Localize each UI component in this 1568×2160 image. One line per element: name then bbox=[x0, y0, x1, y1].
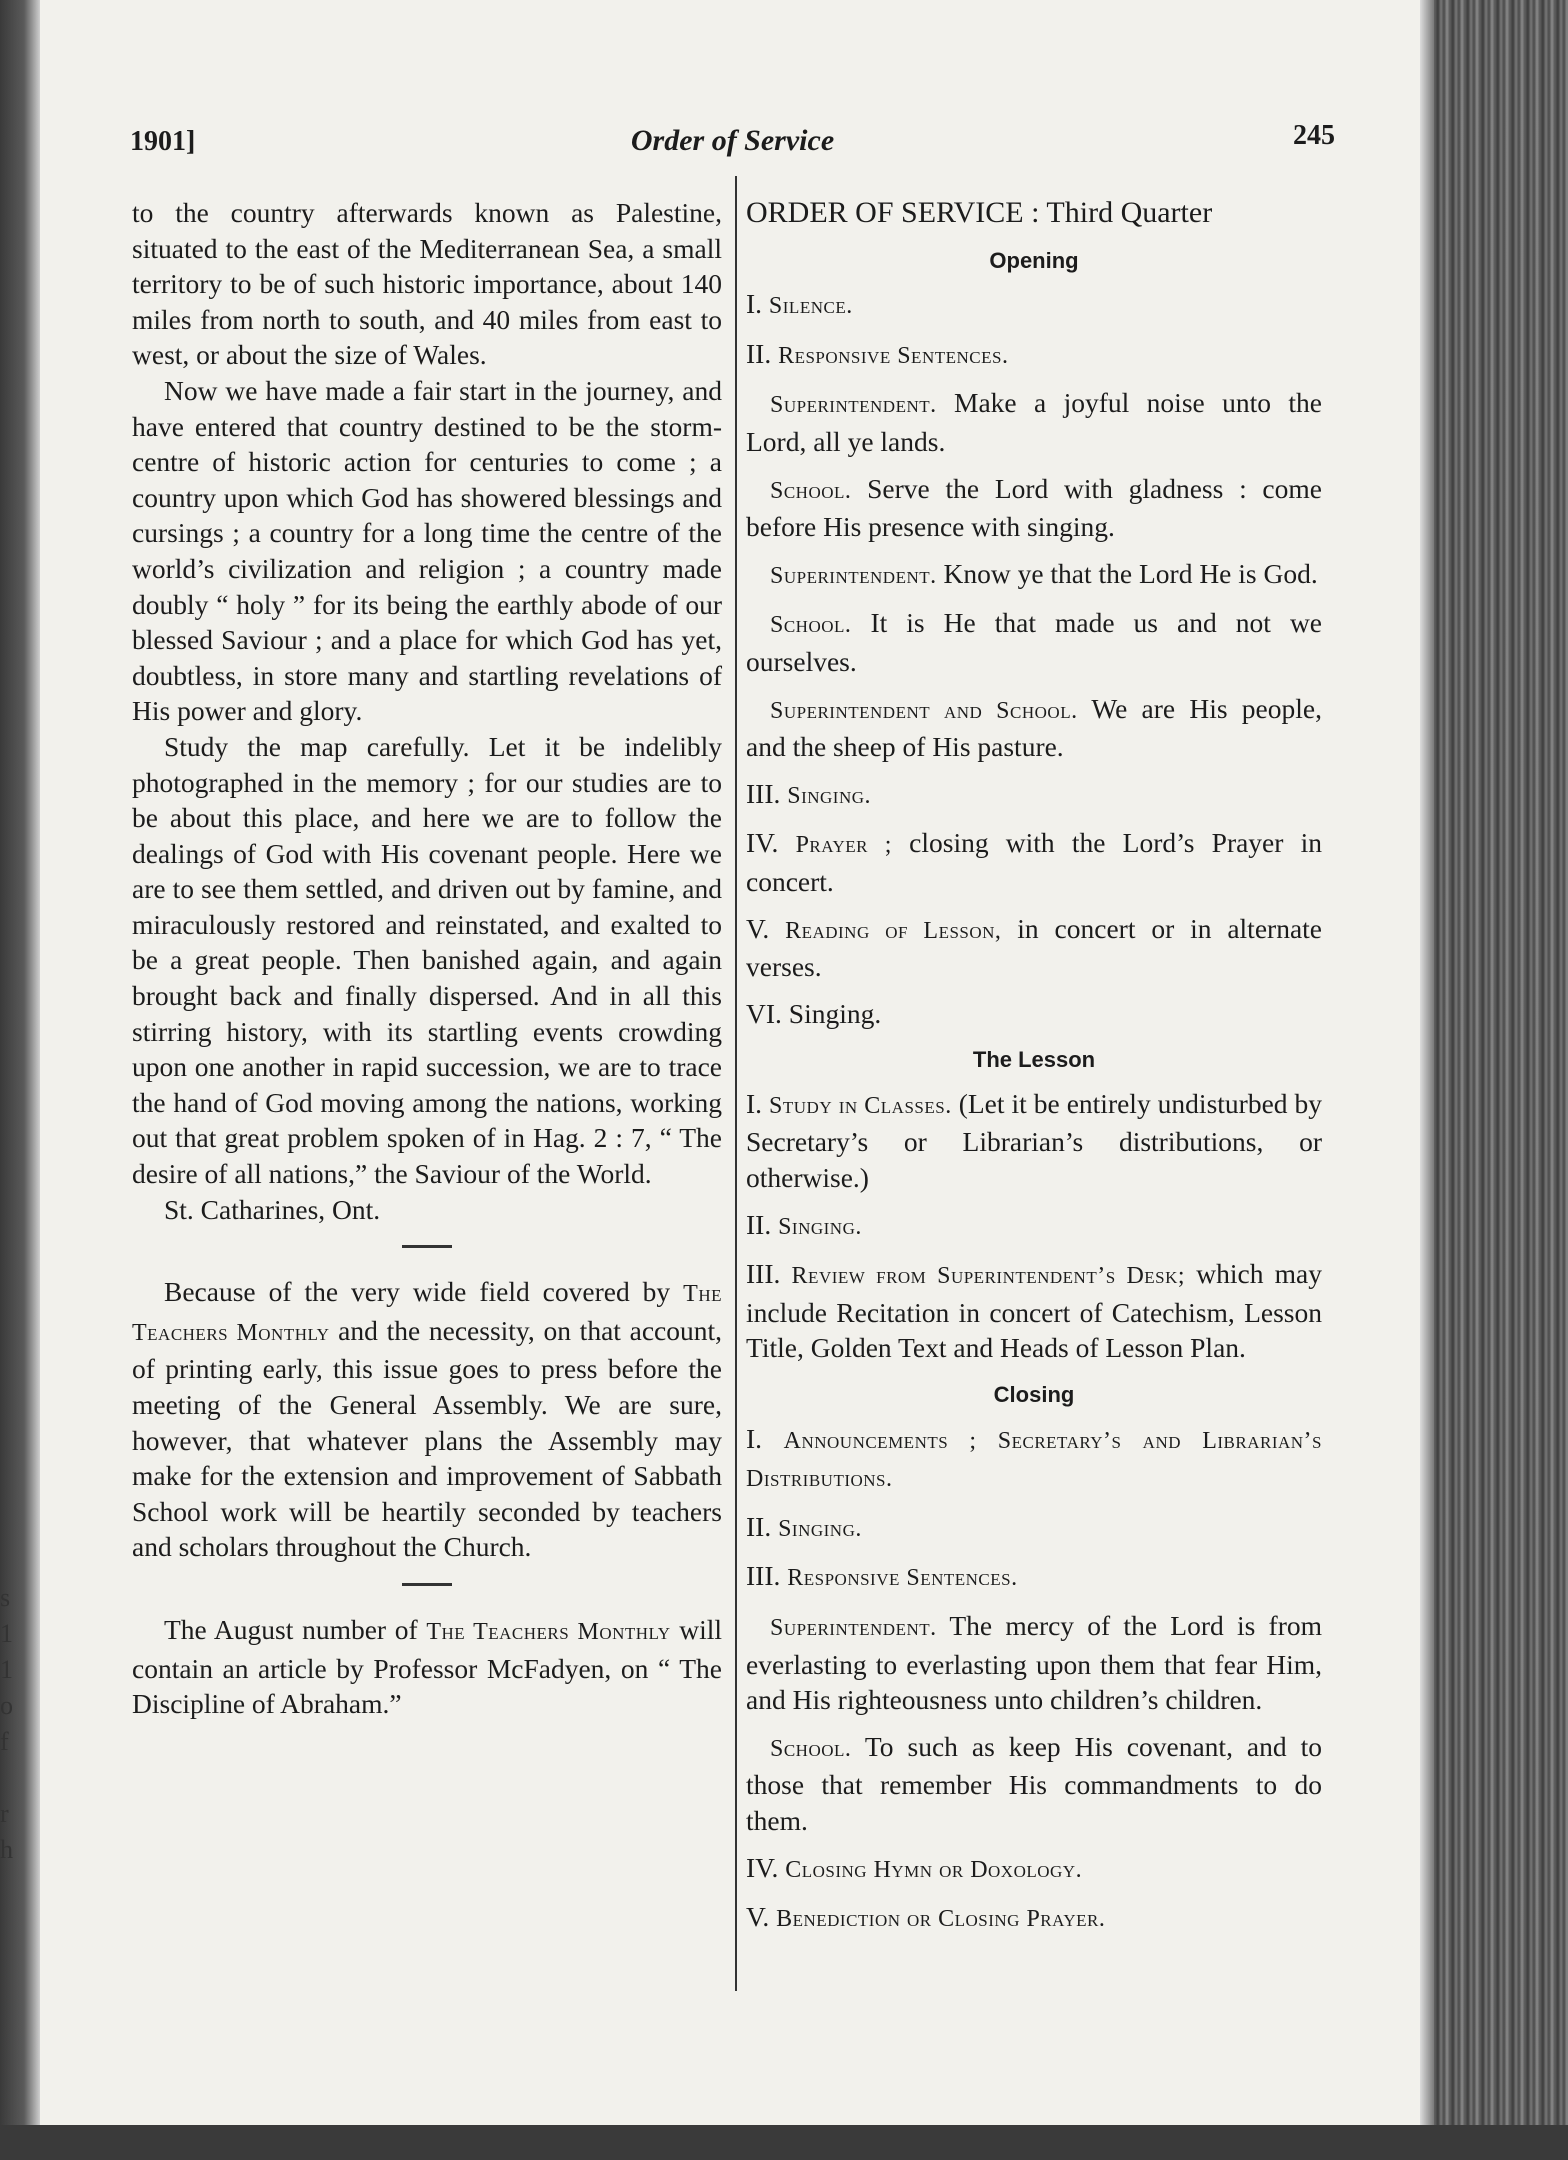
service-item-text: Serve the Lord with gladness : come before His presence with singing. bbox=[746, 472, 1322, 543]
service-item-label: Superintendent. bbox=[770, 392, 937, 419]
service-item bbox=[746, 1509, 1322, 1548]
service-item bbox=[746, 471, 1322, 545]
service-item-num: III. bbox=[746, 1258, 781, 1290]
notice-general-assembly: Because of the very wide field covered by The Teachers Monthly and the necessity, on that account, of printing early, this issue goes to press before the meeting of the General Assembly. We are sure, however, that whatever plans the Assembly may make for the extension and improvement of Sabbath School work will be heartily seconded by teachers and scholars throughout the Church. bbox=[132, 1276, 722, 1563]
service-item-label: Singing. bbox=[787, 782, 872, 809]
service-item bbox=[746, 1256, 1322, 1366]
service-item-num: II. bbox=[746, 337, 772, 369]
service-item-label: Superintendent and School. bbox=[770, 697, 1078, 724]
service-item-text: We are His people, and the sheep of His pasture. bbox=[746, 692, 1322, 763]
service-item bbox=[746, 776, 1322, 815]
service-item-num: V. bbox=[746, 912, 770, 944]
magazine-name: The Teachers Monthly bbox=[426, 1618, 671, 1645]
service-item-text: Make a joyful noise unto the Lord, all ye lands. bbox=[746, 387, 1322, 457]
header-year: 1901] bbox=[130, 126, 196, 157]
service-item-text: (Let it be entirely undisturbed by Secretary’s or Librarian’s distributions, or otherwise.) bbox=[746, 1087, 1323, 1194]
service-item-label: Study in Classes. bbox=[769, 1092, 952, 1119]
service-item bbox=[746, 1086, 1322, 1196]
service-item bbox=[746, 1207, 1322, 1246]
service-item bbox=[746, 1608, 1322, 1718]
service-item-text: Singing. bbox=[788, 997, 882, 1029]
section-rule bbox=[402, 1583, 452, 1586]
service-item bbox=[746, 605, 1322, 679]
service-item bbox=[746, 385, 1322, 459]
service-item-num: V. bbox=[746, 1901, 770, 1933]
opening-list bbox=[746, 286, 1322, 1031]
service-item bbox=[746, 691, 1322, 765]
service-item-num: III. bbox=[746, 777, 781, 809]
service-item-text: Know ye that the Lord He is God. bbox=[943, 557, 1318, 589]
service-item-text: in concert or in alternate verses. bbox=[746, 912, 1322, 983]
service-item bbox=[746, 556, 1322, 595]
service-item bbox=[746, 1558, 1322, 1597]
service-item bbox=[746, 996, 1322, 1032]
service-item-num: I. bbox=[746, 1087, 763, 1119]
service-item-label: Silence. bbox=[768, 293, 853, 320]
book-page-edges bbox=[1420, 0, 1568, 2160]
service-item-label: Reading of Lesson, bbox=[785, 917, 1002, 944]
service-item bbox=[746, 825, 1322, 899]
service-item bbox=[746, 336, 1322, 375]
service-item-label: Singing. bbox=[778, 1213, 862, 1240]
service-item-num: IV. bbox=[746, 827, 779, 859]
page-number: 245 bbox=[1293, 120, 1335, 151]
section-heading-closing: Closing bbox=[993, 1382, 1075, 1408]
service-item-label: Responsive Sentences. bbox=[778, 342, 1009, 369]
service-item-label: Closing Hymn or Doxology. bbox=[785, 1856, 1083, 1883]
service-item-label: School. bbox=[770, 612, 852, 639]
service-item-num: I. bbox=[746, 288, 763, 320]
service-item-label: Announcements ; Secretary’s and Librarian’s Distributions. bbox=[746, 1427, 1322, 1493]
closing-list bbox=[746, 1421, 1322, 1938]
service-item bbox=[746, 1850, 1322, 1889]
service-item-label: Singing. bbox=[778, 1515, 862, 1542]
right-column bbox=[746, 195, 1322, 1949]
service-item-label: Prayer ; bbox=[795, 832, 892, 859]
lesson-list bbox=[746, 1086, 1322, 1366]
service-item bbox=[746, 286, 1322, 325]
service-item-num: II. bbox=[746, 1208, 772, 1240]
paragraph-study-map: Study the map carefully. Let it be indelibly photographed in the memory ; for our studies are to be about this place, and here we are to follow the dealings of God with His covenant people. Here we are to see them settled, and driven out by famine, and miraculously restored and reinstated, and exalted to be a great people. Then banished again, and again brought back and finally dispersed. And in all this stirring history, with its startling events crowding upon one another in rapid succession, we are to trace the hand of God moving among the nations, working out that great problem spoken of in Hag. 2 : 7, “ The desire of all nations,” the Saviour of the World. bbox=[132, 730, 722, 1190]
service-item-text: It is He that made us and not we ourselves. bbox=[746, 607, 1323, 677]
running-header bbox=[130, 118, 1335, 168]
service-item-text: closing with the Lord’s Prayer in concert. bbox=[746, 827, 1323, 897]
service-item-label: Superintendent. bbox=[770, 1615, 937, 1641]
service-item bbox=[746, 1899, 1322, 1938]
paragraph-journey: Now we have made a fair start in the journey, and have entered that country destined to be the storm-centre of historic action for centuries to come ; a country upon which God has showered blessings and cursings ; a country for a long time the centre of the world’s civilization and religion ; a country made doubly “ holy ” for its being the earthly abode of our blessed Saviour ; and a place for which God has yet, doubtless, in store many and startling revelations of His power and glory. bbox=[132, 374, 722, 727]
section-heading-opening: Opening bbox=[989, 247, 1079, 273]
service-item-num: VI. bbox=[746, 997, 782, 1029]
notice-august-number: The August number of The Teachers Monthly will contain an article by Professor McFadyen, on “ The Discipline of Abraham.” bbox=[132, 1613, 723, 1720]
magazine-name: The Teachers Monthly bbox=[132, 1281, 722, 1346]
service-item-label: Benediction or Closing Prayer. bbox=[776, 1906, 1106, 1933]
service-item-num: III. bbox=[746, 1560, 781, 1592]
scan-bottom-edge bbox=[0, 2125, 1568, 2160]
service-item-num: II. bbox=[746, 1510, 772, 1542]
left-column bbox=[132, 195, 722, 1722]
service-item-text: To such as keep His covenant, and to those that remember His commandments to do them. bbox=[746, 1730, 1322, 1836]
column-divider bbox=[735, 176, 737, 1991]
service-item bbox=[746, 1421, 1322, 1498]
service-item-num: I. bbox=[746, 1422, 763, 1454]
section-heading-lesson: The Lesson bbox=[972, 1047, 1096, 1073]
service-item-num: IV. bbox=[746, 1851, 779, 1883]
service-item bbox=[746, 1729, 1322, 1839]
section-rule bbox=[402, 1245, 452, 1248]
service-item-label: School. bbox=[770, 1735, 852, 1762]
header-title: Order of Service bbox=[630, 124, 835, 157]
signature-location: St. Catharines, Ont. bbox=[164, 1193, 381, 1225]
paragraph-continued: to the country afterwards known as Palestine, situated to the east of the Mediterranean Sea, a small territory to be of such historic importance, about 140 miles from north to south, and 40 miles from east to west, or about the size of Wales. bbox=[132, 197, 722, 371]
service-item-text: The mercy of the Lord is from everlasting to everlasting upon them that fear Him, and His righteousness unto children’s children. bbox=[746, 1610, 1322, 1716]
service-item-label: Responsive Sentences. bbox=[787, 1565, 1018, 1592]
facing-page-text-fragments: s 1 1 o f r h bbox=[0, 1583, 13, 1864]
service-item-label: School. bbox=[770, 477, 852, 504]
service-item-text: which may include Recitation in concert of Catechism, Lesson Title, Golden Text and Heads of Lesson Plan. bbox=[746, 1258, 1322, 1364]
service-item-label: Superintendent. bbox=[770, 562, 937, 589]
order-of-service-title: ORDER OF SERVICE : Third Quarter bbox=[746, 196, 1213, 229]
service-item-label: Review from Superintendent’s Desk; bbox=[791, 1263, 1186, 1290]
service-item bbox=[746, 911, 1322, 985]
